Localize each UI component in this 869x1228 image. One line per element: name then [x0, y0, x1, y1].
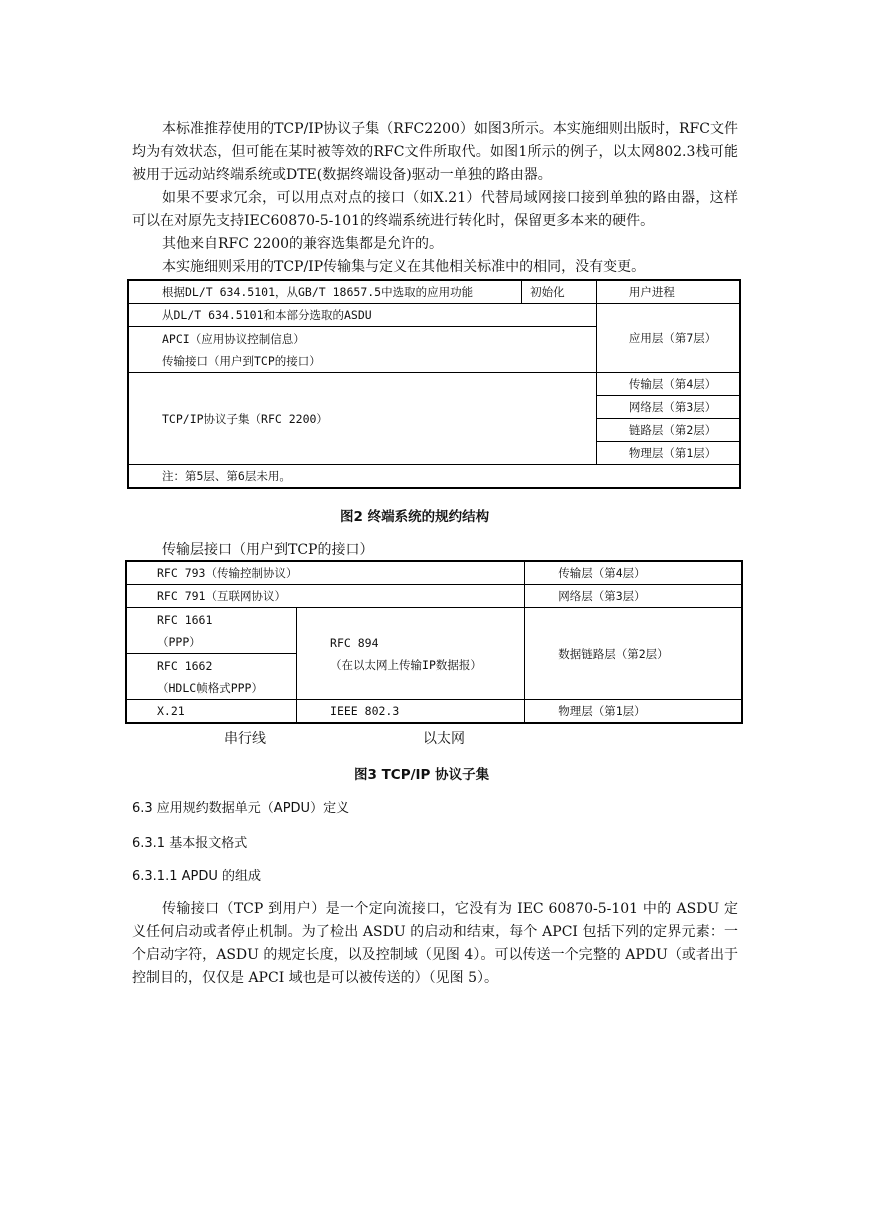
fig3-rfc894-cell — [297, 608, 525, 700]
section-6-3-1-heading: 6.3.1 基本报文格式 — [132, 836, 248, 851]
fig3-rfc1661: RFC 1661 — [157, 612, 213, 627]
fig2-user-process: 用户进程 — [596, 280, 740, 304]
fig3-rfc791: RFC 791（互联网协议） — [126, 585, 525, 608]
figure-2-caption: 图2 终端系统的规约结构 — [340, 509, 490, 525]
fig3-ppp: （PPP） — [157, 634, 201, 649]
fig2-asdu: 从DL/T 634.5101和本部分选取的ASDU — [128, 304, 596, 327]
section-6-3-heading: 6.3 应用规约数据单元（APDU）定义 — [132, 801, 350, 816]
fig3-ieee8023: IEEE 802.3 — [297, 700, 525, 724]
fig3-rfc894: RFC 894 — [330, 635, 379, 650]
fig2-layer-2: 链路层（第2层） — [596, 419, 740, 442]
fig2-tcpip-suite: TCP/IP协议子集（RFC 2200） — [128, 373, 596, 465]
fig2-layer-4: 传输层（第4层） — [596, 373, 740, 396]
fig2-transport-interface: 传输接口（用户到TCP的接口） — [162, 353, 321, 368]
section-6-3-1-1-heading: 6.3.1.1 APDU 的组成 — [132, 869, 262, 884]
fig2-layer-3: 网络层（第3层） — [596, 396, 740, 419]
fig2-apci: APCI（应用协议控制信息） — [162, 331, 305, 346]
fig2-app-functions: 根据DL/T 634.5101，从GB/T 18657.5中选取的应用功能 — [128, 280, 522, 304]
fig3-x21: X.21 — [126, 700, 297, 724]
body-paragraph: 传输接口（TCP 到用户）是一个定向流接口，它没有为 IEC 60870-5-101 中的 ASDU 定义任何启动或者停止机制。为了检出 ASDU 的启动和结束，每个 APCI 包括下列的定界元素：一个启动字符，ASDU 的规定长度，以及控制域（见图 4）。可以传送一个完整的 APDU（或者出于控制目的，仅仅是 APCI 域也是可以被传送的）（见图 5）。 — [132, 901, 738, 986]
fig2-init: 初始化 — [522, 280, 597, 304]
intro-paragraph-2: 如果不要求冗余，可以用点对点的接口（如X.21）代替局域网接口接到单独的路由器，这样可以在对原先支持IEC60870-5-101的终端系统进行转化时，保留更多本来的硬件。 — [132, 190, 738, 229]
fig3-ip-over-ethernet: （在以太网上传输IP数据报） — [330, 657, 482, 672]
fig3-rfc793: RFC 793（传输控制协议） — [126, 561, 525, 585]
figure-3-table — [125, 560, 743, 724]
fig3-physical-layer: 物理层（第1层） — [525, 700, 742, 724]
intro-paragraph-1: 本标准推荐使用的TCP/IP协议子集（RFC2200）如图3所示。本实施细则出版时，RFC文件均为有效状态，但可能在某时被等效的RFC文件所取代。如图1所示的例子，以太网802.3栈可能被用于远动站终端系统或DTE(数据终端设备)驱动一单独的路由器。 — [132, 121, 738, 183]
figure-3-caption: 图3 TCP/IP 协议子集 — [354, 767, 490, 783]
fig2-apci-cell — [128, 327, 596, 373]
fig3-rfc1661-cell — [126, 608, 297, 654]
fig3-ethernet-label: 以太网 — [423, 731, 465, 747]
fig3-header-label: 传输层接口（用户到TCP的接口） — [162, 542, 374, 558]
figure-2-table — [127, 279, 741, 489]
fig3-serial-label: 串行线 — [224, 731, 266, 747]
fig3-rfc1662: RFC 1662 — [157, 658, 213, 673]
intro-paragraph-4: 本实施细则采用的TCP/IP传输集与定义在其他相关标准中的相同，没有变更。 — [162, 259, 646, 275]
intro-paragraph-3: 其他来自RFC 2200的兼容选集都是允许的。 — [162, 236, 444, 252]
fig2-app-layer: 应用层（第7层） — [596, 304, 740, 373]
fig3-network-layer: 网络层（第3层） — [525, 585, 742, 608]
fig2-note: 注：第5层、第6层未用。 — [128, 465, 740, 489]
fig3-rfc1662-cell — [126, 654, 297, 700]
fig3-datalink-layer: 数据链路层（第2层） — [525, 608, 742, 700]
fig3-hdlc-ppp: （HDLC帧格式PPP） — [157, 680, 263, 695]
fig2-layer-1: 物理层（第1层） — [596, 442, 740, 465]
fig3-transport-layer: 传输层（第4层） — [525, 561, 742, 585]
